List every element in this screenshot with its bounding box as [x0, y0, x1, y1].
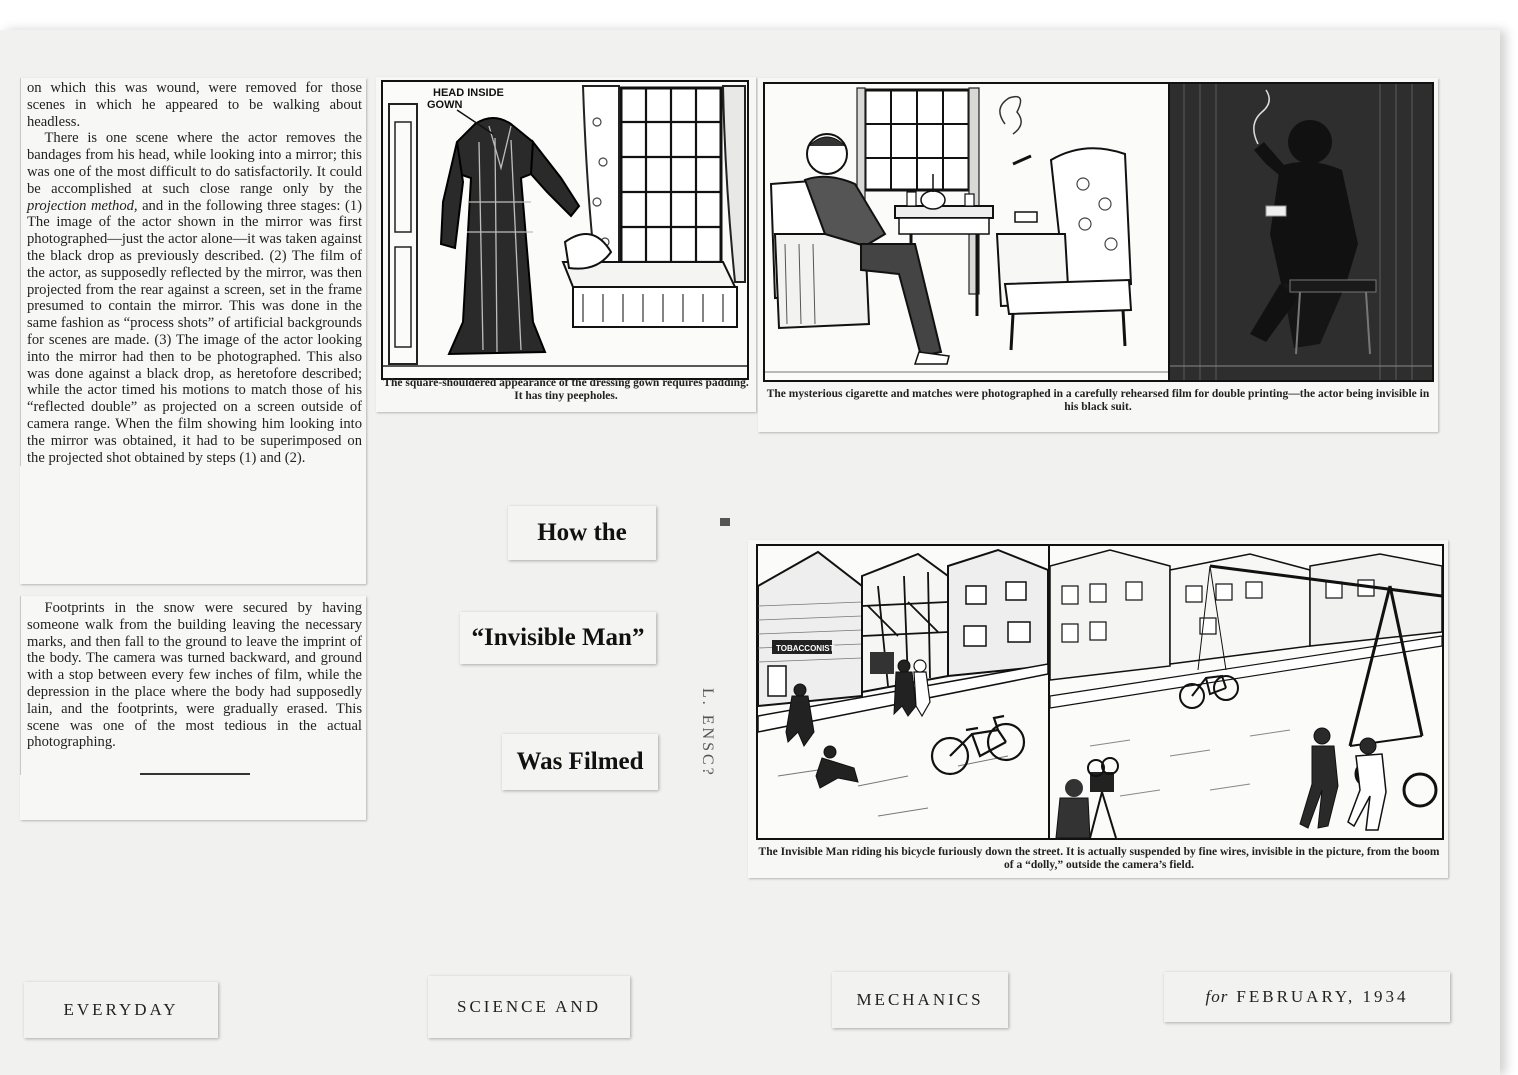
title-line-3: Was Filmed [502, 734, 658, 790]
figure-1-caption: The square-shouldered appearance of the dressing gown requires padding. It has tiny peepholes. [383, 377, 749, 402]
corner-mark [720, 518, 730, 526]
divider-rule [140, 773, 250, 775]
figure-2-clip [758, 78, 1438, 432]
article-paragraph: There is one scene where the actor removes the bandages from his head, while looking into a mirror; this was one of the most difficult to do satisfactorily. It could be accomplished at such close range only by the projection method, and in the following three stages: (1) The image of the actor shown in the mirror was first photographed—just the actor alone—it was taken against the black drop as previously described. (2) The film of the actor, as supposedly reflected by the mirror, was then projected from the rear against a screen, set in the frame presumed to contain the mirror. This was done in the same fashion as “process shots” of artificial backgrounds for scenes are made. (3) The image of the actor looking into the mirror had then to be photographed. This also was done against a black drop, as heretofore described; while the actor timed his motions to match those of his “reflected double” as projected on a screen outside of camera range. When the film showing him looking into the mirror was obtained, it had to be superimposed on the projected shot obtained by steps (1) and (2). [27, 130, 362, 466]
article-column-2 [20, 596, 366, 820]
library-stamp: L. ENSC? [699, 688, 716, 778]
footer-science-and: SCIENCE AND [428, 976, 630, 1038]
title-line-2: “Invisible Man” [460, 612, 656, 664]
figure-2-caption: The mysterious cigarette and matches were photographed in a carefully rehearsed film for double printing—the actor being invisible in his black suit. [766, 388, 1430, 413]
armchair-illustration [763, 82, 1171, 382]
figure-3-clip [748, 540, 1448, 878]
footer-mechanics: MECHANICS [832, 972, 1008, 1028]
footer-everyday: EVERYDAY [24, 982, 218, 1038]
figure-3-caption: The Invisible Man riding his bicycle furiously down the street. It is actually suspended by fine wires, invisible in the picture, from the boom of a “dolly,” outside the camera’s field. [758, 846, 1440, 871]
title-line-1: How the [508, 506, 656, 560]
shop-sign: TOBACCONIST [776, 644, 835, 653]
footer-date: for FEBRUARY, 1934 [1164, 972, 1450, 1022]
figure-1-clip [376, 77, 756, 412]
gown-label-line1: HEAD INSIDE [433, 87, 504, 99]
gown-illustration [381, 80, 749, 380]
black-suit-illustration [1168, 82, 1434, 382]
gown-label-line2: GOWN [427, 99, 463, 111]
article-paragraph: on which this was wound, were removed for those scenes in which he appeared to be walking about headless. [27, 80, 362, 130]
dolly-illustration [1048, 544, 1444, 840]
article-paragraph: Footprints in the snow were secured by having someone walk from the building leaving the necessary marks, and then fall to the ground to leave the imprint of the body. The camera was turned backward, and ground with a stop between every few inches of film, while the depression in the place where the body had supposedly lain, and the footprints, were gradually erased. This scene was one of the most tedious in the actual photographing. [27, 600, 362, 751]
article-column-1 [20, 78, 366, 584]
street-scene-illustration [756, 544, 1050, 840]
